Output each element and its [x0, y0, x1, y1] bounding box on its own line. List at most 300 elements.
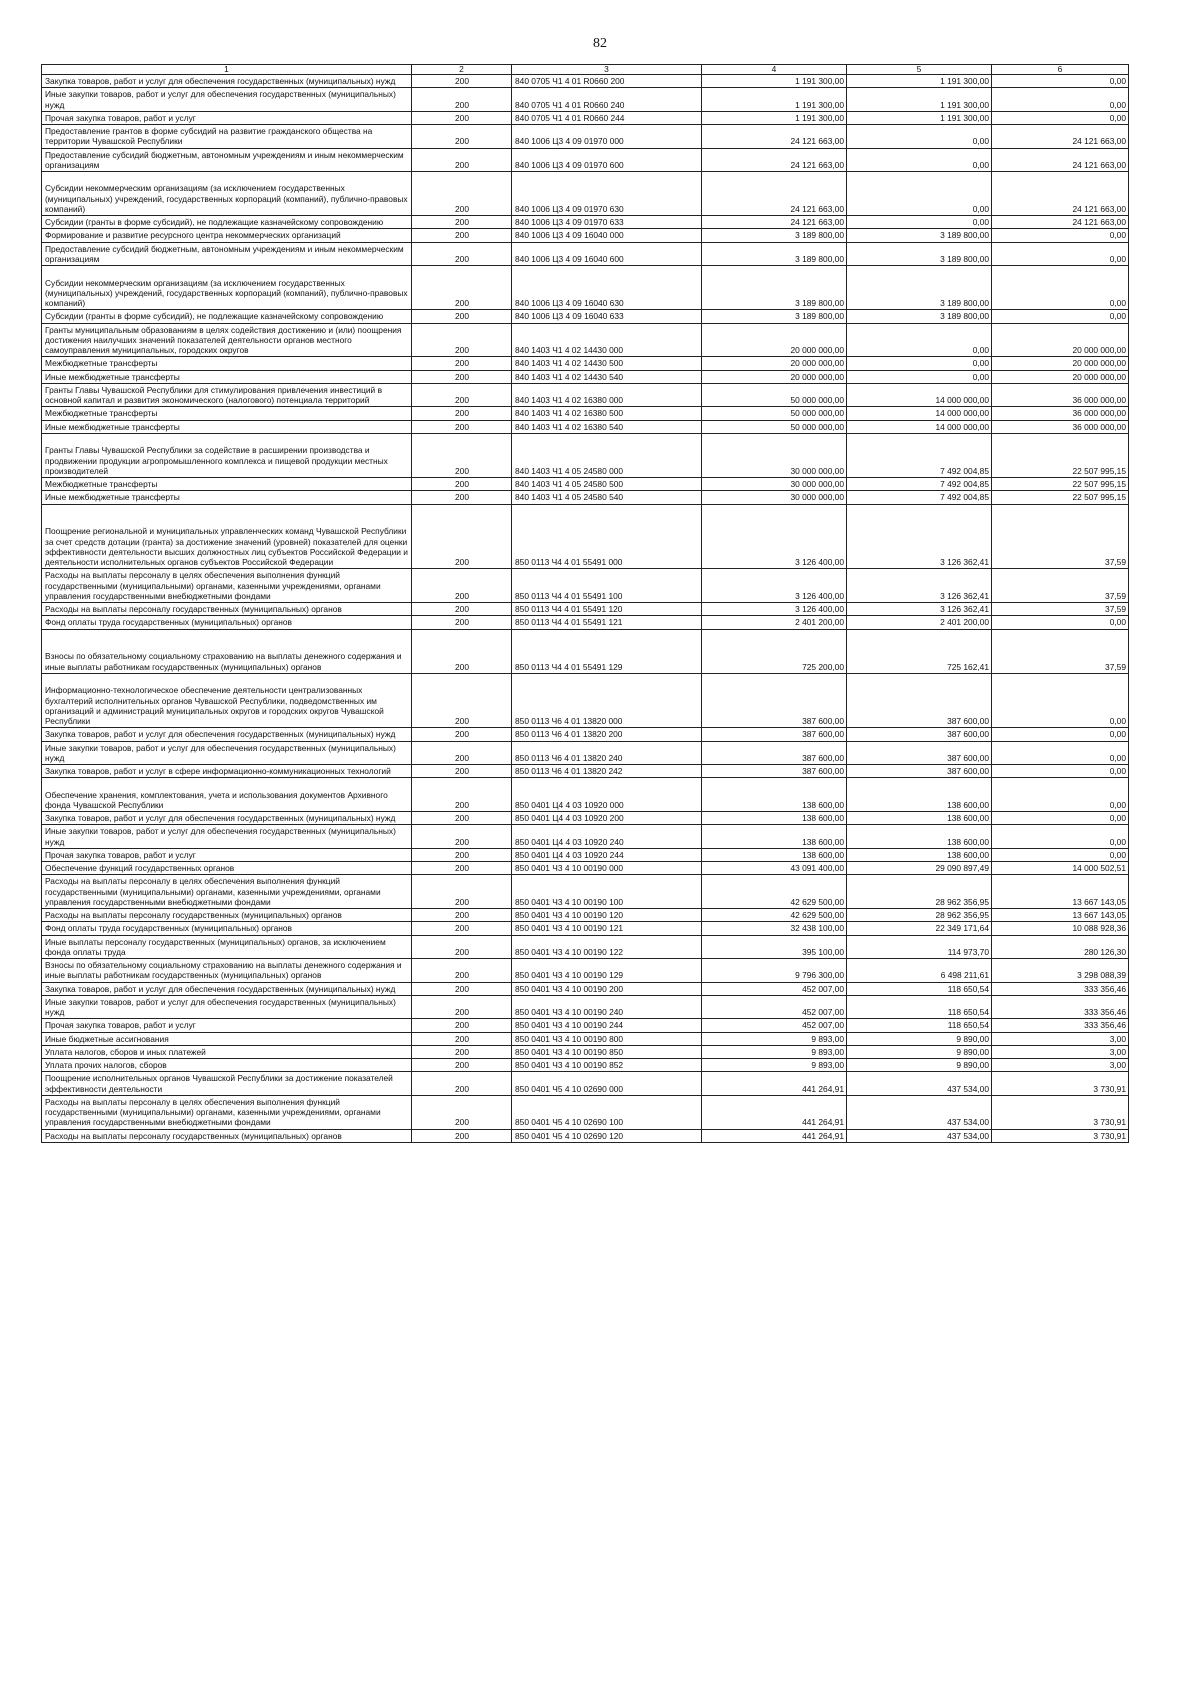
budget-classification-code-cell: 850 0113 Ч6 4 01 13820 200	[512, 728, 702, 741]
approved-amount-cell: 24 121 663,00	[702, 148, 847, 172]
table-row	[42, 111, 1129, 124]
line-code-cell: 200	[412, 569, 512, 603]
approved-amount-cell: 441 264,91	[702, 1129, 847, 1142]
unexecuted-amount-cell: 3 730,91	[992, 1072, 1129, 1096]
budget-classification-code-cell: 850 0401 Ч3 4 10 00190 850	[512, 1045, 702, 1058]
expense-name-cell: Информационно-технологическое обеспечение деятельности централизованных бухгалтерий исполнительных органов Чувашской Республики, подведомственных им организаций и администраций муниципальных округов и городских округов Чувашской Республики	[42, 673, 412, 728]
expense-name-cell: Субсидии (гранты в форме субсидий), не подлежащие казначейскому сопровождению	[42, 310, 412, 323]
expense-name-cell: Обеспечение хранения, комплектования, учета и использования документов Архивного фонда Чувашской Республики	[42, 778, 412, 812]
table-row	[42, 266, 1129, 310]
line-code-cell: 200	[412, 875, 512, 909]
unexecuted-amount-cell: 333 356,46	[992, 982, 1129, 995]
executed-amount-cell: 28 962 356,95	[847, 909, 992, 922]
executed-amount-cell: 138 600,00	[847, 848, 992, 861]
unexecuted-amount-cell: 3 730,91	[992, 1095, 1129, 1129]
line-code-cell: 200	[412, 935, 512, 959]
table-row	[42, 935, 1129, 959]
budget-classification-code-cell: 840 1403 Ч1 4 05 24580 500	[512, 478, 702, 491]
line-code-cell: 200	[412, 148, 512, 172]
approved-amount-cell: 387 600,00	[702, 673, 847, 728]
executed-amount-cell: 9 890,00	[847, 1045, 992, 1058]
unexecuted-amount-cell: 0,00	[992, 88, 1129, 112]
approved-amount-cell: 3 189 800,00	[702, 266, 847, 310]
line-code-cell: 200	[412, 383, 512, 407]
expense-name-cell: Гранты Главы Чувашской Республики для стимулирования привлечения инвестиций в основной капитал и развития экономического (налогового) потенциала территорий	[42, 383, 412, 407]
expense-name-cell: Закупка товаров, работ и услуг для обеспечения государственных (муниципальных) нужд	[42, 728, 412, 741]
expense-name-cell: Субсидии некоммерческим организациям (за исключением государственных (муниципальных) учреждений, государственных корпораций (компаний), публично-правовых компаний)	[42, 172, 412, 216]
line-code-cell: 200	[412, 673, 512, 728]
budget-classification-code-cell: 840 0705 Ч1 4 01 R0660 240	[512, 88, 702, 112]
budget-classification-code-cell: 850 0401 Ч3 4 10 00190 129	[512, 959, 702, 983]
executed-amount-cell: 138 600,00	[847, 812, 992, 825]
unexecuted-amount-cell: 333 356,46	[992, 1019, 1129, 1032]
executed-amount-cell: 0,00	[847, 172, 992, 216]
line-code-cell: 200	[412, 741, 512, 765]
budget-classification-code-cell: 850 0113 Ч4 4 01 55491 121	[512, 616, 702, 629]
approved-amount-cell: 24 121 663,00	[702, 172, 847, 216]
executed-amount-cell: 3 126 362,41	[847, 569, 992, 603]
approved-amount-cell: 50 000 000,00	[702, 407, 847, 420]
budget-classification-code-cell: 840 1403 Ч1 4 02 16380 000	[512, 383, 702, 407]
table-row	[42, 420, 1129, 433]
expense-name-cell: Расходы на выплаты персоналу в целях обеспечения выполнения функций государственными (муниципальными) органами, казенными учреждениями, органами управления государственными внебюджетными фондами	[42, 569, 412, 603]
approved-amount-cell: 42 629 500,00	[702, 875, 847, 909]
expense-name-cell: Иные закупки товаров, работ и услуг для обеспечения государственных (муниципальных) нужд	[42, 88, 412, 112]
executed-amount-cell: 3 126 362,41	[847, 504, 992, 569]
table-row	[42, 629, 1129, 673]
expense-name-cell: Уплата налогов, сборов и иных платежей	[42, 1045, 412, 1058]
approved-amount-cell: 43 091 400,00	[702, 862, 847, 875]
budget-classification-code-cell: 850 0401 Ц4 4 03 10920 244	[512, 848, 702, 861]
line-code-cell: 200	[412, 504, 512, 569]
unexecuted-amount-cell: 0,00	[992, 310, 1129, 323]
page-number: 82	[593, 36, 607, 51]
budget-classification-code-cell: 850 0401 Ч3 4 10 00190 244	[512, 1019, 702, 1032]
table-row	[42, 741, 1129, 765]
table-row	[42, 982, 1129, 995]
table-row	[42, 407, 1129, 420]
unexecuted-amount-cell: 0,00	[992, 673, 1129, 728]
unexecuted-amount-cell: 22 507 995,15	[992, 491, 1129, 504]
budget-classification-code-cell: 840 1006 Ц3 4 09 01970 600	[512, 148, 702, 172]
line-code-cell: 200	[412, 491, 512, 504]
expense-name-cell: Расходы на выплаты персоналу государственных (муниципальных) органов	[42, 1129, 412, 1142]
unexecuted-amount-cell: 24 121 663,00	[992, 148, 1129, 172]
executed-amount-cell: 14 000 000,00	[847, 420, 992, 433]
executed-amount-cell: 7 492 004,85	[847, 433, 992, 477]
budget-classification-code-cell: 840 0705 Ч1 4 01 R0660 244	[512, 111, 702, 124]
line-code-cell: 200	[412, 825, 512, 849]
line-code-cell: 200	[412, 765, 512, 778]
table-row	[42, 125, 1129, 149]
table-row	[42, 812, 1129, 825]
column-number-header: 3	[512, 65, 702, 75]
expense-name-cell: Поощрение региональной и муниципальных управленческих команд Чувашской Республики за счет средств дотации (гранта) за достижение значений (уровней) показателей для оценки эффективности деятельности высших должностных лиц субъектов Российской Федерации и деятельности исполнительных органов субъектов Российской Федерации	[42, 504, 412, 569]
table-row	[42, 478, 1129, 491]
expense-name-cell: Уплата прочих налогов, сборов	[42, 1059, 412, 1072]
unexecuted-amount-cell: 0,00	[992, 765, 1129, 778]
expense-name-cell: Иные закупки товаров, работ и услуг для обеспечения государственных (муниципальных) нужд	[42, 741, 412, 765]
approved-amount-cell: 138 600,00	[702, 812, 847, 825]
unexecuted-amount-cell: 0,00	[992, 848, 1129, 861]
budget-classification-code-cell: 850 0113 Ч4 4 01 55491 100	[512, 569, 702, 603]
unexecuted-amount-cell: 20 000 000,00	[992, 323, 1129, 357]
executed-amount-cell: 114 973,70	[847, 935, 992, 959]
unexecuted-amount-cell: 37,59	[992, 569, 1129, 603]
approved-amount-cell: 50 000 000,00	[702, 420, 847, 433]
unexecuted-amount-cell: 13 667 143,05	[992, 875, 1129, 909]
column-number-header: 6	[992, 65, 1129, 75]
column-number-row	[42, 65, 1129, 75]
approved-amount-cell: 24 121 663,00	[702, 125, 847, 149]
line-code-cell: 200	[412, 433, 512, 477]
budget-classification-code-cell: 850 0401 Ц4 4 03 10920 200	[512, 812, 702, 825]
unexecuted-amount-cell: 36 000 000,00	[992, 420, 1129, 433]
line-code-cell: 200	[412, 266, 512, 310]
approved-amount-cell: 3 126 400,00	[702, 504, 847, 569]
expense-name-cell: Межбюджетные трансферты	[42, 357, 412, 370]
line-code-cell: 200	[412, 125, 512, 149]
line-code-cell: 200	[412, 88, 512, 112]
expense-name-cell: Закупка товаров, работ и услуг для обеспечения государственных (муниципальных) нужд	[42, 982, 412, 995]
table-row	[42, 229, 1129, 242]
executed-amount-cell: 3 189 800,00	[847, 242, 992, 266]
budget-classification-code-cell: 850 0401 Ц4 4 03 10920 000	[512, 778, 702, 812]
approved-amount-cell: 138 600,00	[702, 778, 847, 812]
executed-amount-cell: 1 191 300,00	[847, 88, 992, 112]
line-code-cell: 200	[412, 909, 512, 922]
unexecuted-amount-cell: 22 507 995,15	[992, 433, 1129, 477]
approved-amount-cell: 3 189 800,00	[702, 229, 847, 242]
line-code-cell: 200	[412, 172, 512, 216]
table-row	[42, 728, 1129, 741]
line-code-cell: 200	[412, 242, 512, 266]
budget-classification-code-cell: 850 0113 Ч4 4 01 55491 000	[512, 504, 702, 569]
executed-amount-cell: 6 498 211,61	[847, 959, 992, 983]
expense-name-cell: Прочая закупка товаров, работ и услуг	[42, 111, 412, 124]
approved-amount-cell: 1 191 300,00	[702, 111, 847, 124]
approved-amount-cell: 20 000 000,00	[702, 357, 847, 370]
expense-name-cell: Иные закупки товаров, работ и услуг для обеспечения государственных (муниципальных) нужд	[42, 825, 412, 849]
expense-name-cell: Иные межбюджетные трансферты	[42, 370, 412, 383]
budget-classification-code-cell: 840 1006 Ц3 4 09 16040 600	[512, 242, 702, 266]
approved-amount-cell: 30 000 000,00	[702, 491, 847, 504]
unexecuted-amount-cell: 0,00	[992, 812, 1129, 825]
executed-amount-cell: 138 600,00	[847, 778, 992, 812]
unexecuted-amount-cell: 20 000 000,00	[992, 370, 1129, 383]
budget-classification-code-cell: 850 0113 Ч6 4 01 13820 242	[512, 765, 702, 778]
unexecuted-amount-cell: 0,00	[992, 728, 1129, 741]
approved-amount-cell: 2 401 200,00	[702, 616, 847, 629]
approved-amount-cell: 725 200,00	[702, 629, 847, 673]
executed-amount-cell: 3 189 800,00	[847, 229, 992, 242]
table-row	[42, 433, 1129, 477]
table-row	[42, 504, 1129, 569]
executed-amount-cell: 3 189 800,00	[847, 310, 992, 323]
expense-name-cell: Предоставление субсидий бюджетным, автономным учреждениям и иным некоммерческим организациям	[42, 242, 412, 266]
unexecuted-amount-cell: 24 121 663,00	[992, 216, 1129, 229]
approved-amount-cell: 138 600,00	[702, 825, 847, 849]
unexecuted-amount-cell: 3,00	[992, 1032, 1129, 1045]
approved-amount-cell: 20 000 000,00	[702, 323, 847, 357]
budget-classification-code-cell: 840 1006 Ц3 4 09 01970 633	[512, 216, 702, 229]
expense-name-cell: Расходы на выплаты персоналу в целях обеспечения выполнения функций государственными (муниципальными) органами, казенными учреждениями, органами управления государственными внебюджетными фондами	[42, 875, 412, 909]
budget-classification-code-cell: 840 1006 Ц3 4 09 16040 000	[512, 229, 702, 242]
approved-amount-cell: 138 600,00	[702, 848, 847, 861]
line-code-cell: 200	[412, 357, 512, 370]
unexecuted-amount-cell: 0,00	[992, 616, 1129, 629]
table-row	[42, 922, 1129, 935]
executed-amount-cell: 118 650,54	[847, 982, 992, 995]
approved-amount-cell: 441 264,91	[702, 1072, 847, 1096]
table-row	[42, 370, 1129, 383]
line-code-cell: 200	[412, 478, 512, 491]
approved-amount-cell: 441 264,91	[702, 1095, 847, 1129]
unexecuted-amount-cell: 3,00	[992, 1059, 1129, 1072]
table-row	[42, 1032, 1129, 1045]
executed-amount-cell: 1 191 300,00	[847, 75, 992, 88]
expense-name-cell: Предоставление субсидий бюджетным, автономным учреждениям и иным некоммерческим организациям	[42, 148, 412, 172]
executed-amount-cell: 1 191 300,00	[847, 111, 992, 124]
budget-classification-code-cell: 850 0401 Ч5 4 10 02690 000	[512, 1072, 702, 1096]
executed-amount-cell: 437 534,00	[847, 1129, 992, 1142]
unexecuted-amount-cell: 37,59	[992, 629, 1129, 673]
expense-name-cell: Иные межбюджетные трансферты	[42, 420, 412, 433]
approved-amount-cell: 452 007,00	[702, 1019, 847, 1032]
table-row	[42, 357, 1129, 370]
budget-classification-code-cell: 840 1403 Ч1 4 02 16380 540	[512, 420, 702, 433]
executed-amount-cell: 28 962 356,95	[847, 875, 992, 909]
executed-amount-cell: 0,00	[847, 370, 992, 383]
line-code-cell: 200	[412, 616, 512, 629]
line-code-cell: 200	[412, 420, 512, 433]
line-code-cell: 200	[412, 1129, 512, 1142]
approved-amount-cell: 3 189 800,00	[702, 310, 847, 323]
approved-amount-cell: 42 629 500,00	[702, 909, 847, 922]
table-row	[42, 909, 1129, 922]
expense-name-cell: Иные закупки товаров, работ и услуг для обеспечения государственных (муниципальных) нужд	[42, 995, 412, 1019]
expense-name-cell: Взносы по обязательному социальному страхованию на выплаты денежного содержания и иные выплаты работникам государственных (муниципальных) органов	[42, 629, 412, 673]
table-row	[42, 383, 1129, 407]
unexecuted-amount-cell: 36 000 000,00	[992, 407, 1129, 420]
line-code-cell: 200	[412, 407, 512, 420]
column-number-header: 1	[42, 65, 412, 75]
line-code-cell: 200	[412, 323, 512, 357]
approved-amount-cell: 3 126 400,00	[702, 603, 847, 616]
approved-amount-cell: 30 000 000,00	[702, 478, 847, 491]
approved-amount-cell: 387 600,00	[702, 765, 847, 778]
unexecuted-amount-cell: 37,59	[992, 603, 1129, 616]
budget-classification-code-cell: 850 0113 Ч6 4 01 13820 240	[512, 741, 702, 765]
expense-name-cell: Субсидии некоммерческим организациям (за исключением государственных (муниципальных) учреждений, государственных корпораций (компаний), публично-правовых компаний)	[42, 266, 412, 310]
table-row	[42, 491, 1129, 504]
unexecuted-amount-cell: 0,00	[992, 75, 1129, 88]
budget-classification-code-cell: 840 1403 Ч1 4 02 16380 500	[512, 407, 702, 420]
table-row	[42, 88, 1129, 112]
line-code-cell: 200	[412, 216, 512, 229]
unexecuted-amount-cell: 20 000 000,00	[992, 357, 1129, 370]
approved-amount-cell: 452 007,00	[702, 995, 847, 1019]
table-row	[42, 862, 1129, 875]
executed-amount-cell: 14 000 000,00	[847, 383, 992, 407]
table-row	[42, 603, 1129, 616]
executed-amount-cell: 725 162,41	[847, 629, 992, 673]
approved-amount-cell: 395 100,00	[702, 935, 847, 959]
unexecuted-amount-cell: 0,00	[992, 266, 1129, 310]
line-code-cell: 200	[412, 1072, 512, 1096]
approved-amount-cell: 1 191 300,00	[702, 88, 847, 112]
line-code-cell: 200	[412, 229, 512, 242]
unexecuted-amount-cell: 0,00	[992, 229, 1129, 242]
budget-classification-code-cell: 850 0401 Ч3 4 10 00190 200	[512, 982, 702, 995]
expense-name-cell: Расходы на выплаты персоналу государственных (муниципальных) органов	[42, 909, 412, 922]
executed-amount-cell: 0,00	[847, 323, 992, 357]
budget-classification-code-cell: 850 0401 Ч5 4 10 02690 120	[512, 1129, 702, 1142]
table-row	[42, 1072, 1129, 1096]
table-row	[42, 616, 1129, 629]
approved-amount-cell: 9 893,00	[702, 1059, 847, 1072]
executed-amount-cell: 9 890,00	[847, 1032, 992, 1045]
line-code-cell: 200	[412, 370, 512, 383]
approved-amount-cell: 50 000 000,00	[702, 383, 847, 407]
budget-classification-code-cell: 850 0401 Ч3 4 10 00190 120	[512, 909, 702, 922]
executed-amount-cell: 22 349 171,64	[847, 922, 992, 935]
table-row	[42, 1129, 1129, 1142]
executed-amount-cell: 14 000 000,00	[847, 407, 992, 420]
executed-amount-cell: 7 492 004,85	[847, 491, 992, 504]
executed-amount-cell: 118 650,54	[847, 1019, 992, 1032]
budget-classification-code-cell: 840 1403 Ч1 4 02 14430 500	[512, 357, 702, 370]
expense-name-cell: Предоставление грантов в форме субсидий на развитие гражданского общества на территории Чувашской Республики	[42, 125, 412, 149]
expense-name-cell: Закупка товаров, работ и услуг в сфере информационно-коммуникационных технологий	[42, 765, 412, 778]
table-row	[42, 216, 1129, 229]
expense-name-cell: Расходы на выплаты персоналу государственных (муниципальных) органов	[42, 603, 412, 616]
approved-amount-cell: 387 600,00	[702, 741, 847, 765]
expense-name-cell: Прочая закупка товаров, работ и услуг	[42, 848, 412, 861]
unexecuted-amount-cell: 37,59	[992, 504, 1129, 569]
approved-amount-cell: 9 796 300,00	[702, 959, 847, 983]
unexecuted-amount-cell: 3 730,91	[992, 1129, 1129, 1142]
executed-amount-cell: 0,00	[847, 148, 992, 172]
budget-classification-code-cell: 850 0113 Ч6 4 01 13820 000	[512, 673, 702, 728]
executed-amount-cell: 387 600,00	[847, 728, 992, 741]
approved-amount-cell: 32 438 100,00	[702, 922, 847, 935]
line-code-cell: 200	[412, 1032, 512, 1045]
line-code-cell: 200	[412, 848, 512, 861]
table-row	[42, 75, 1129, 88]
table-row	[42, 1045, 1129, 1058]
line-code-cell: 200	[412, 1059, 512, 1072]
line-code-cell: 200	[412, 728, 512, 741]
approved-amount-cell: 3 189 800,00	[702, 242, 847, 266]
executed-amount-cell: 118 650,54	[847, 995, 992, 1019]
budget-classification-code-cell: 850 0113 Ч4 4 01 55491 129	[512, 629, 702, 673]
executed-amount-cell: 387 600,00	[847, 741, 992, 765]
budget-classification-code-cell: 850 0401 Ц4 4 03 10920 240	[512, 825, 702, 849]
table-row	[42, 825, 1129, 849]
unexecuted-amount-cell: 14 000 502,51	[992, 862, 1129, 875]
unexecuted-amount-cell: 0,00	[992, 242, 1129, 266]
unexecuted-amount-cell: 280 126,30	[992, 935, 1129, 959]
budget-classification-code-cell: 850 0401 Ч3 4 10 00190 122	[512, 935, 702, 959]
approved-amount-cell: 387 600,00	[702, 728, 847, 741]
line-code-cell: 200	[412, 922, 512, 935]
expense-name-cell: Иные выплаты персоналу государственных (муниципальных) органов, за исключением фонда оплаты труда	[42, 935, 412, 959]
approved-amount-cell: 1 191 300,00	[702, 75, 847, 88]
executed-amount-cell: 3 189 800,00	[847, 266, 992, 310]
unexecuted-amount-cell: 3 298 088,39	[992, 959, 1129, 983]
budget-execution-table	[41, 64, 1129, 1143]
line-code-cell: 200	[412, 982, 512, 995]
table-row	[42, 569, 1129, 603]
line-code-cell: 200	[412, 1095, 512, 1129]
approved-amount-cell: 9 893,00	[702, 1032, 847, 1045]
budget-classification-code-cell: 840 1006 Ц3 4 09 01970 000	[512, 125, 702, 149]
expense-name-cell: Иные бюджетные ассигнования	[42, 1032, 412, 1045]
budget-classification-code-cell: 840 1403 Ч1 4 02 14430 540	[512, 370, 702, 383]
unexecuted-amount-cell: 24 121 663,00	[992, 172, 1129, 216]
table-row	[42, 995, 1129, 1019]
budget-classification-code-cell: 840 1006 Ц3 4 09 01970 630	[512, 172, 702, 216]
line-code-cell: 200	[412, 111, 512, 124]
unexecuted-amount-cell: 0,00	[992, 778, 1129, 812]
budget-classification-code-cell: 850 0401 Ч3 4 10 00190 121	[512, 922, 702, 935]
table-row	[42, 848, 1129, 861]
table-row	[42, 778, 1129, 812]
expense-name-cell: Прочая закупка товаров, работ и услуг	[42, 1019, 412, 1032]
expense-name-cell: Гранты Главы Чувашской Республики за содействие в расширении производства и продвижении продукции агропромышленного комплекса и пищевой продукции местных производителей	[42, 433, 412, 477]
unexecuted-amount-cell: 36 000 000,00	[992, 383, 1129, 407]
line-code-cell: 200	[412, 603, 512, 616]
expense-name-cell: Закупка товаров, работ и услуг для обеспечения государственных (муниципальных) нужд	[42, 75, 412, 88]
budget-classification-code-cell: 840 1006 Ц3 4 09 16040 633	[512, 310, 702, 323]
expense-name-cell: Гранты муниципальным образованиям в целях содействия достижению и (или) поощрения достижения наилучших значений показателей деятельности органов местного самоуправления муниципальных, городских округов	[42, 323, 412, 357]
executed-amount-cell: 387 600,00	[847, 765, 992, 778]
budget-classification-code-cell: 850 0401 Ч3 4 10 00190 240	[512, 995, 702, 1019]
budget-classification-code-cell: 840 1403 Ч1 4 05 24580 000	[512, 433, 702, 477]
table-row	[42, 875, 1129, 909]
expense-name-cell: Межбюджетные трансферты	[42, 478, 412, 491]
column-number-header: 4	[702, 65, 847, 75]
executed-amount-cell: 3 126 362,41	[847, 603, 992, 616]
table-row	[42, 310, 1129, 323]
line-code-cell: 200	[412, 1019, 512, 1032]
line-code-cell: 200	[412, 629, 512, 673]
approved-amount-cell: 3 126 400,00	[702, 569, 847, 603]
unexecuted-amount-cell: 333 356,46	[992, 995, 1129, 1019]
table-row	[42, 673, 1129, 728]
expense-name-cell: Формирование и развитие ресурсного центра некоммерческих организаций	[42, 229, 412, 242]
table-row	[42, 765, 1129, 778]
budget-classification-code-cell: 850 0401 Ч3 4 10 00190 852	[512, 1059, 702, 1072]
table-row	[42, 1059, 1129, 1072]
table-row	[42, 323, 1129, 357]
line-code-cell: 200	[412, 995, 512, 1019]
executed-amount-cell: 29 090 897,49	[847, 862, 992, 875]
expense-name-cell: Фонд оплаты труда государственных (муниципальных) органов	[42, 922, 412, 935]
expense-name-cell: Обеспечение функций государственных органов	[42, 862, 412, 875]
column-number-header: 5	[847, 65, 992, 75]
unexecuted-amount-cell: 0,00	[992, 111, 1129, 124]
executed-amount-cell: 437 534,00	[847, 1072, 992, 1096]
executed-amount-cell: 0,00	[847, 125, 992, 149]
expense-name-cell: Иные межбюджетные трансферты	[42, 491, 412, 504]
line-code-cell: 200	[412, 778, 512, 812]
expense-name-cell: Субсидии (гранты в форме субсидий), не подлежащие казначейскому сопровождению	[42, 216, 412, 229]
table-row	[42, 959, 1129, 983]
expense-name-cell: Межбюджетные трансферты	[42, 407, 412, 420]
line-code-cell: 200	[412, 310, 512, 323]
